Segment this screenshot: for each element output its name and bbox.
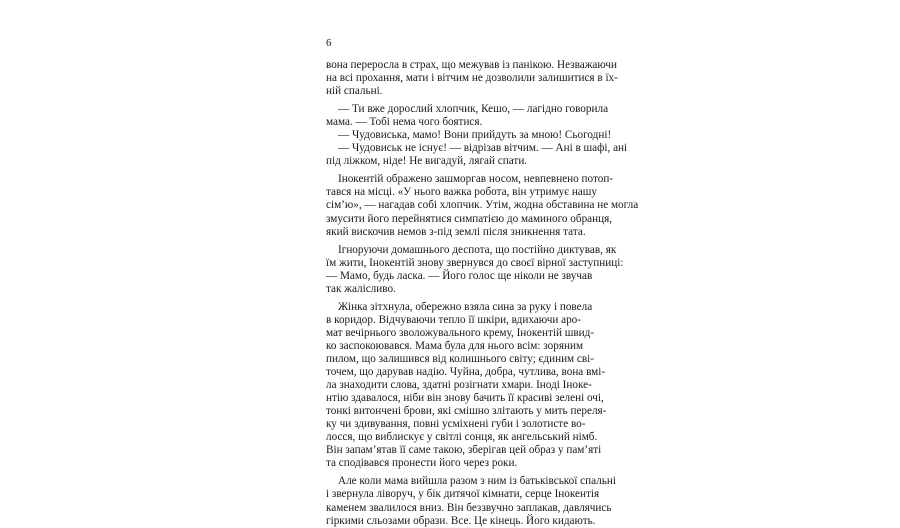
text-line: мама. — Тобі нема чого боятися. bbox=[326, 116, 483, 129]
text-line: сім’ю», — нагадав собі хлопчик. Утім, жодна обставина не могла bbox=[326, 199, 639, 212]
text-line: Ігноруючи домашнього деспота, що постійно диктував, як bbox=[338, 243, 617, 256]
text-line: — Мамо, будь ласка. — Його голос ще ніколи не звучав bbox=[326, 269, 593, 282]
text-line: тався на місці. «У нього важка робота, він утримує нашу bbox=[326, 186, 597, 199]
text-line: — Чудовиська, мамо! Вони прийдуть за мною! Сьогодні! bbox=[338, 129, 612, 142]
text-line: їм жити, Інокентій знову звернувся до своєї вірної заступниці: bbox=[326, 256, 624, 269]
paragraph bbox=[326, 475, 616, 527]
text-line: Але коли мама вийшла разом з ним із батьківської спальні bbox=[338, 475, 616, 488]
text-line: точем, що дарував надію. Чуйна, добра, чутлива, вона вмі- bbox=[326, 366, 606, 379]
paragraph bbox=[326, 300, 607, 471]
paragraph bbox=[326, 243, 624, 296]
text-line: ку чи здивування, повні усміхнені губи і золотисте во- bbox=[326, 418, 586, 431]
text-line: вона переросла в страх, що межував із панікою. Незважаючи bbox=[326, 59, 617, 71]
text-line: тонкі витончені брови, які смішно злітають у мить переля- bbox=[326, 405, 607, 418]
text-line: лосся, що виблискує у світлі сонця, як ангельський німб. bbox=[326, 431, 598, 444]
text-line: ко заспокоювався. Мама була для нього всім: зоряним bbox=[326, 339, 584, 352]
text-line: — Чудовиськ не існує! — відрізав вітчим. — Ані в шафі, ані bbox=[338, 142, 628, 155]
text-line: в коридор. Відчуваючи тепло її шкіри, вдихаючи аро- bbox=[326, 313, 581, 326]
paragraph bbox=[326, 103, 609, 129]
text-line: мат вечірнього зволожувального крему, Інокентій швид- bbox=[326, 326, 595, 339]
text-line: ній спальні. bbox=[326, 85, 383, 98]
text-line: — Ти вже дорослий хлопчик, Кешо, — лагідно говорила bbox=[338, 103, 609, 116]
text-line: на всі прохання, мати і вітчим не дозволили залишитися в їх- bbox=[326, 72, 618, 85]
text-line: пилом, що залишився від колишнього світу; єдиним сві- bbox=[326, 352, 595, 365]
paragraph bbox=[326, 129, 612, 142]
text-line: та сподівався пронести його через роки. bbox=[326, 457, 518, 470]
text-line: змусити його перейнятися симпатією до маминого обранця, bbox=[326, 212, 613, 225]
text-line: ла знаходити слова, здатні розігнати хмари. Іноді Іноке- bbox=[326, 379, 592, 392]
text-line: Інокентій ображено зашморгав носом, невпевнено потоп- bbox=[338, 173, 614, 186]
text-line: Він запам’ятав її саме такою, зберігав цей образ у пам’яті bbox=[326, 444, 602, 457]
paragraph bbox=[326, 142, 628, 168]
text-line: каменем звалилося вниз. Він беззвучно заплакав, давлячись bbox=[326, 501, 612, 514]
paragraph bbox=[326, 173, 639, 238]
text-line: і звернула ліворуч, у бік дитячої кімнати, серце Інокентія bbox=[326, 488, 600, 501]
body-text bbox=[326, 59, 639, 528]
text-line: під ліжком, ніде! Не вигадуй, лягай спати. bbox=[326, 155, 528, 168]
paragraph bbox=[326, 59, 618, 98]
text-line: який вискочив немов з-під землі після зникнення тата. bbox=[326, 225, 586, 238]
text-line: нтію здавалося, ніби він знову бачить її красиві зелені очі, bbox=[326, 392, 604, 405]
text-line: так жалісливо. bbox=[326, 282, 396, 295]
text-line: гіркими сльозами образи. Все. Це кінець. Його кидають. bbox=[326, 514, 596, 527]
page-number: 6 bbox=[326, 37, 332, 49]
text-line: Жінка зітхнула, обережно взяла сина за руку і повела bbox=[338, 300, 593, 313]
